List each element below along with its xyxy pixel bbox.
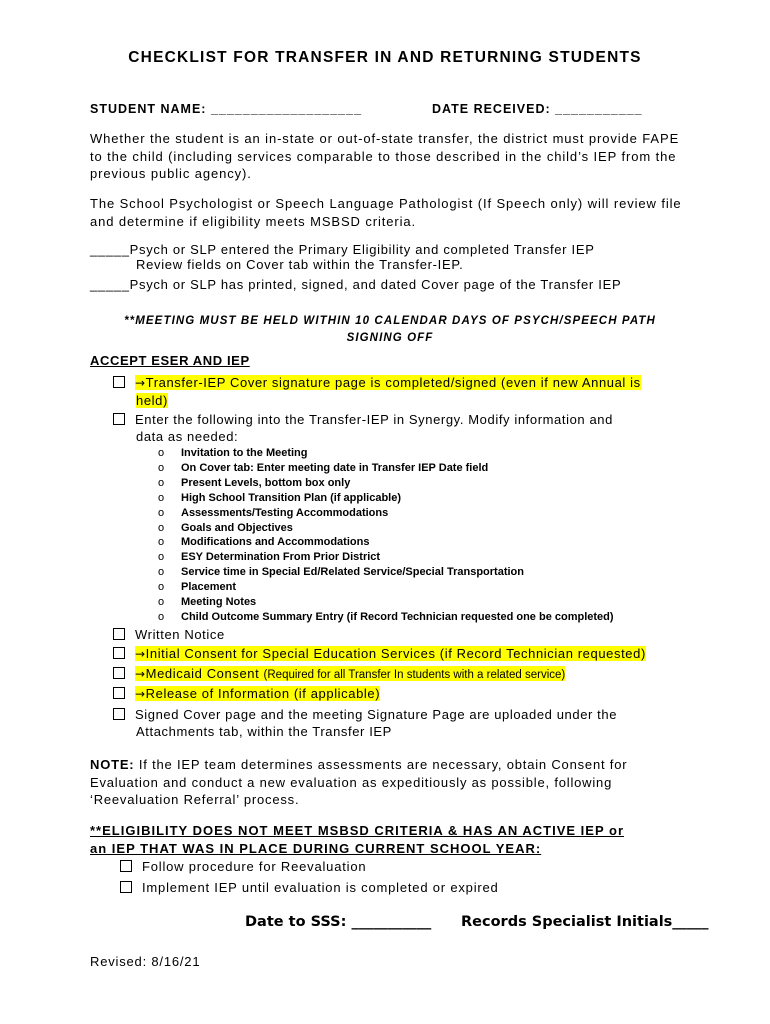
checkbox[interactable] [113, 667, 125, 679]
checklist-item-medicaid-consent [113, 665, 703, 684]
list-item: o Service time in Special Ed/Related Service/Special Transportation [158, 566, 524, 579]
checklist-item-enter-synergy [113, 411, 703, 445]
list-item: o Present Levels, bottom box only [158, 476, 351, 489]
checklist-item-signed-cover-upload [113, 706, 703, 740]
list-item: o Placement [158, 581, 237, 594]
checkbox[interactable] [113, 376, 125, 388]
list-item: o On Cover tab: Enter meeting date in Transfer IEP Date field [158, 461, 489, 474]
list-item: o Goals and Objectives [158, 521, 293, 534]
arrow-right-icon: → [135, 667, 146, 681]
checklist-item-initial-consent [113, 645, 703, 663]
item-text: Initial Consent for Special Education Services (if Record Technician requested) [145, 646, 646, 661]
student-name-field[interactable]: STUDENT NAME: ___________________ [90, 102, 363, 116]
list-item: o High School Transition Plan (if applicable) [158, 491, 402, 504]
eligibility-line-2: an IEP THAT WAS IN PLACE DURING CURRENT SCHOOL YEAR: [90, 840, 542, 856]
arrow-right-icon: → [135, 376, 146, 390]
meeting-note-line-2: SIGNING OFF [346, 332, 434, 344]
item-text-continuation: Attachments tab, within the Transfer IEP [136, 724, 392, 739]
intro-paragraph-1: Whether the student is an in-state or out-of-state transfer, the district must provide FAPE to the child (including services comparable to those described in the child’s IEP from the previous public agency). [90, 131, 680, 181]
checkbox[interactable] [113, 647, 125, 659]
item-text: Release of Information (if applicable) [145, 686, 381, 701]
checkbox[interactable] [120, 860, 132, 872]
date-received-field[interactable]: DATE RECEIVED: ___________ [432, 102, 643, 116]
item-text: Enter the following into the Transfer-IEP in Synergy. Modify information and [135, 412, 613, 427]
intro-paragraph-2: The School Psychologist or Speech Language Pathologist (If Speech only) will review file and determine if eligibility meets MSBSD criteria. [90, 196, 682, 229]
item-text-continuation: held) [136, 393, 168, 408]
eligibility-line-1: **ELIGIBILITY DOES NOT MEET MSBSD CRITERIA & HAS AN ACTIVE IEP or [90, 823, 625, 838]
checkbox[interactable] [113, 628, 125, 640]
highlighted-text [135, 375, 641, 390]
checkbox[interactable] [120, 881, 132, 893]
highlighted-text [135, 686, 380, 701]
meeting-deadline-note [90, 313, 690, 347]
document-title: CHECKLIST FOR TRANSFER IN AND RETURNING STUDENTS [128, 49, 642, 66]
list-item: o Child Outcome Summary Entry (if Record Technician requested one be completed) [158, 610, 614, 623]
highlighted-text [135, 666, 565, 681]
assessment-note [90, 756, 690, 809]
review-line-1-text: _____Psych or SLP entered the Primary Eligibility and completed Transfer IEP [90, 242, 595, 257]
eligibility-heading [90, 822, 690, 857]
checklist-item-release-info [113, 685, 703, 703]
list-item: o Modifications and Accommodations [158, 536, 370, 549]
checkbox[interactable] [113, 687, 125, 699]
records-specialist-initials-field[interactable]: Records Specialist Initials_____ [461, 914, 709, 930]
item-text: Follow procedure for Reevaluation [142, 859, 367, 874]
arrow-right-icon: → [135, 687, 146, 701]
synergy-entry-list [158, 446, 614, 625]
note-text: If the IEP team determines assessments are necessary, obtain Consent for Evaluation and conduct a new evaluation as expeditiously as possible, following ‘Reevaluation Referral’ process. [90, 757, 628, 807]
item-text: Signed Cover page and the meeting Signature Page are uploaded under the [135, 707, 618, 722]
meeting-note-line-1: **MEETING MUST BE HELD WITHIN 10 CALENDAR DAYS OF PSYCH/SPEECH PATH [124, 315, 656, 327]
review-line-1-continuation: Review fields on Cover tab within the Transfer-IEP. [136, 257, 464, 272]
student-info-line [90, 102, 690, 116]
note-label: NOTE: [90, 757, 135, 772]
section-heading-accept-eser: ACCEPT ESER AND IEP [90, 353, 250, 368]
item-text: Medicaid Consent [145, 666, 260, 681]
checkbox[interactable] [113, 708, 125, 720]
revised-date: Revised: 8/16/21 [90, 954, 201, 969]
list-item: o Assessments/Testing Accommodations [158, 506, 389, 519]
checkbox[interactable] [113, 413, 125, 425]
list-item: o ESY Determination From Prior District [158, 551, 381, 564]
review-line-2: _____Psych or SLP has printed, signed, and dated Cover page of the Transfer IEP [90, 277, 622, 292]
list-item: o Meeting Notes [158, 596, 257, 609]
signature-line [245, 914, 709, 930]
highlighted-text [135, 646, 646, 661]
item-text: Transfer-IEP Cover signature page is completed/signed (even if new Annual is [145, 375, 641, 390]
checklist-item-written-notice [113, 626, 703, 643]
eligibility-item-reevaluation [120, 859, 366, 874]
list-item: o Invitation to the Meeting [158, 447, 308, 459]
eligibility-item-implement-iep [120, 880, 499, 895]
review-line-1 [90, 242, 595, 272]
arrow-right-icon: → [135, 647, 146, 661]
date-to-sss-field[interactable]: Date to SSS: ___________ [245, 914, 432, 930]
item-text: Implement IEP until evaluation is completed or expired [142, 880, 499, 895]
item-text-small: (Required for all Transfer In students with a related service) [263, 669, 566, 681]
item-text-continuation: data as needed: [136, 429, 239, 444]
item-text: Written Notice [135, 627, 225, 642]
checklist-item-cover-signature [113, 374, 703, 409]
